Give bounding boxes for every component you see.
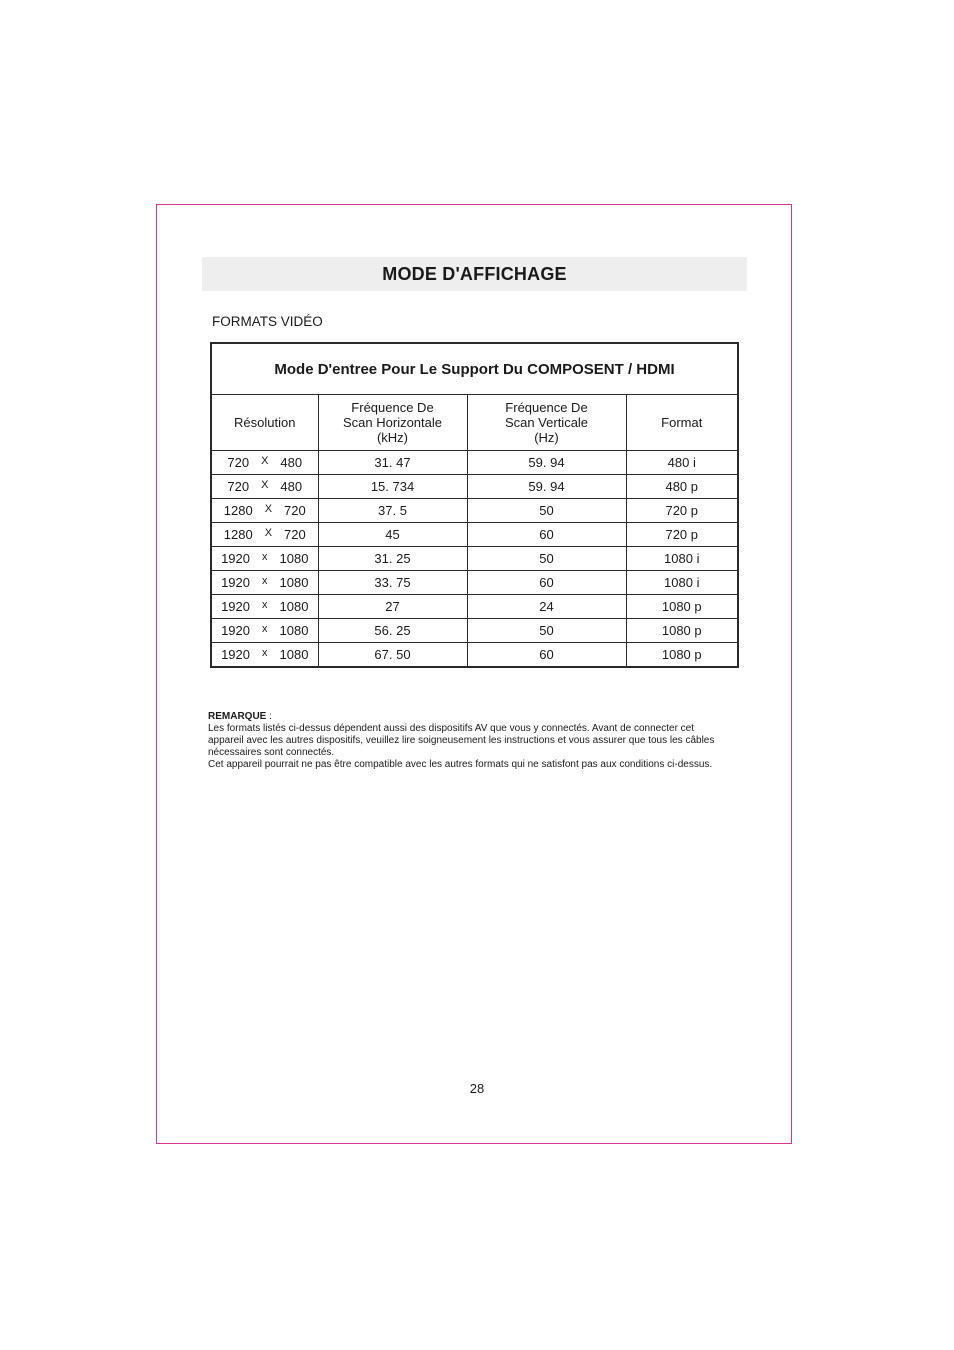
formats-table-wrapper [210, 342, 737, 668]
table-row [211, 643, 738, 668]
horizontal-frequency-cell: 15. 734 [318, 475, 467, 499]
resolution-height: 1080 [279, 599, 309, 614]
vertical-frequency-cell: 60 [467, 571, 626, 595]
horizontal-frequency-cell: 45 [318, 523, 467, 547]
resolution-width: 1920 [221, 551, 250, 566]
remark-text-1: Les formats listés ci-dessus dépendent aussi des dispositifs AV que vous y connectés. Avant de connecter cet appareil avec les autres dispositifs, veuillez lire soigneusement les instructions et vous assurer que tous les câbles nécessaires sont connectés. [208, 723, 715, 758]
resolution-width: 1920 [221, 599, 250, 614]
resolution-width: 720 [227, 455, 250, 470]
page-title: MODE D'AFFICHAGE [202, 257, 747, 291]
resolution-width: 1280 [223, 503, 253, 518]
format-cell: 480 i [626, 451, 738, 475]
header-v-line-3: (Hz) [534, 430, 559, 445]
remark-separator: : [266, 711, 272, 722]
remark-block [208, 711, 728, 771]
horizontal-frequency-cell: 56. 25 [318, 619, 467, 643]
resolution-height: 480 [280, 479, 303, 494]
table-row [211, 523, 738, 547]
horizontal-frequency-cell: 33. 75 [318, 571, 467, 595]
resolution-cell [211, 451, 318, 475]
resolution-separator: X [261, 455, 269, 467]
table-row [211, 619, 738, 643]
resolution-width: 1280 [223, 527, 253, 542]
resolution-width: 1920 [221, 647, 250, 662]
vertical-frequency-cell: 60 [467, 643, 626, 668]
table-caption: Mode D'entree Pour Le Support Du COMPOSENT / HDMI [211, 343, 738, 395]
resolution-value [212, 527, 318, 542]
resolution-height: 1080 [279, 575, 309, 590]
header-horizontal-frequency [318, 395, 467, 451]
resolution-height: 1080 [279, 623, 309, 638]
resolution-value [212, 623, 318, 638]
resolution-cell [211, 499, 318, 523]
header-h-line-3: (kHz) [376, 430, 409, 445]
horizontal-frequency-cell: 31. 25 [318, 547, 467, 571]
resolution-value [212, 647, 318, 662]
vertical-frequency-cell: 59. 94 [467, 475, 626, 499]
resolution-separator: X [264, 527, 273, 539]
format-cell: 1080 p [626, 643, 738, 668]
resolution-separator: X [261, 479, 269, 491]
format-cell: 1080 i [626, 547, 738, 571]
format-cell: 720 p [626, 499, 738, 523]
resolution-separator: X [264, 503, 273, 515]
resolution-width: 1920 [221, 575, 250, 590]
horizontal-frequency-cell: 37. 5 [318, 499, 467, 523]
table-caption-row [211, 343, 738, 395]
resolution-cell [211, 547, 318, 571]
resolution-separator: x [262, 623, 268, 635]
resolution-separator: x [262, 647, 268, 659]
page-number: 28 [469, 1081, 485, 1096]
header-format: Format [626, 395, 738, 451]
video-formats-table [210, 342, 739, 668]
resolution-cell [211, 523, 318, 547]
table-header-row [211, 395, 738, 451]
resolution-width: 1920 [221, 623, 250, 638]
resolution-value [212, 503, 318, 518]
format-cell: 1080 p [626, 619, 738, 643]
header-h-line-1: Fréquence De [351, 400, 434, 415]
vertical-frequency-cell: 50 [467, 499, 626, 523]
resolution-value [212, 455, 318, 470]
resolution-cell [211, 643, 318, 668]
format-cell: 720 p [626, 523, 738, 547]
remark-text-2: Cet appareil pourrait ne pas être compatible avec les autres formats qui ne satisfont pas aux conditions ci-dessus. [208, 759, 713, 770]
resolution-height: 1080 [279, 551, 309, 566]
resolution-width: 720 [227, 479, 250, 494]
table-row [211, 595, 738, 619]
resolution-height: 720 [284, 527, 306, 542]
resolution-value [212, 575, 318, 590]
header-h-line-2: Scan Horizontale [343, 415, 442, 430]
format-cell: 1080 p [626, 595, 738, 619]
section-label: FORMATS VIDÉO [212, 314, 323, 329]
resolution-value [212, 479, 318, 494]
format-cell: 480 p [626, 475, 738, 499]
table-row [211, 451, 738, 475]
table-row [211, 547, 738, 571]
table-row [211, 475, 738, 499]
resolution-value [212, 551, 318, 566]
vertical-frequency-cell: 59. 94 [467, 451, 626, 475]
table-row [211, 571, 738, 595]
horizontal-frequency-cell: 31. 47 [318, 451, 467, 475]
resolution-height: 720 [284, 503, 306, 518]
resolution-cell [211, 619, 318, 643]
header-v-line-2: Scan Verticale [504, 415, 589, 430]
header-vertical-frequency [467, 395, 626, 451]
vertical-frequency-cell: 24 [467, 595, 626, 619]
header-resolution: Résolution [211, 395, 318, 451]
vertical-frequency-cell: 60 [467, 523, 626, 547]
remark-line-1 [208, 711, 728, 723]
header-v-line-1: Fréquence De [505, 400, 588, 415]
resolution-cell [211, 475, 318, 499]
vertical-frequency-cell: 50 [467, 547, 626, 571]
resolution-cell [211, 571, 318, 595]
resolution-value [212, 599, 318, 614]
resolution-height: 480 [280, 455, 303, 470]
horizontal-frequency-cell: 67. 50 [318, 643, 467, 668]
horizontal-frequency-cell: 27 [318, 595, 467, 619]
format-cell: 1080 i [626, 571, 738, 595]
resolution-height: 1080 [279, 647, 309, 662]
vertical-frequency-cell: 50 [467, 619, 626, 643]
remark-title: REMARQUE [208, 711, 267, 722]
table-body [211, 451, 738, 668]
resolution-cell [211, 595, 318, 619]
table-row [211, 499, 738, 523]
resolution-separator: x [262, 575, 268, 587]
resolution-separator: x [262, 551, 268, 563]
resolution-separator: x [262, 599, 268, 611]
